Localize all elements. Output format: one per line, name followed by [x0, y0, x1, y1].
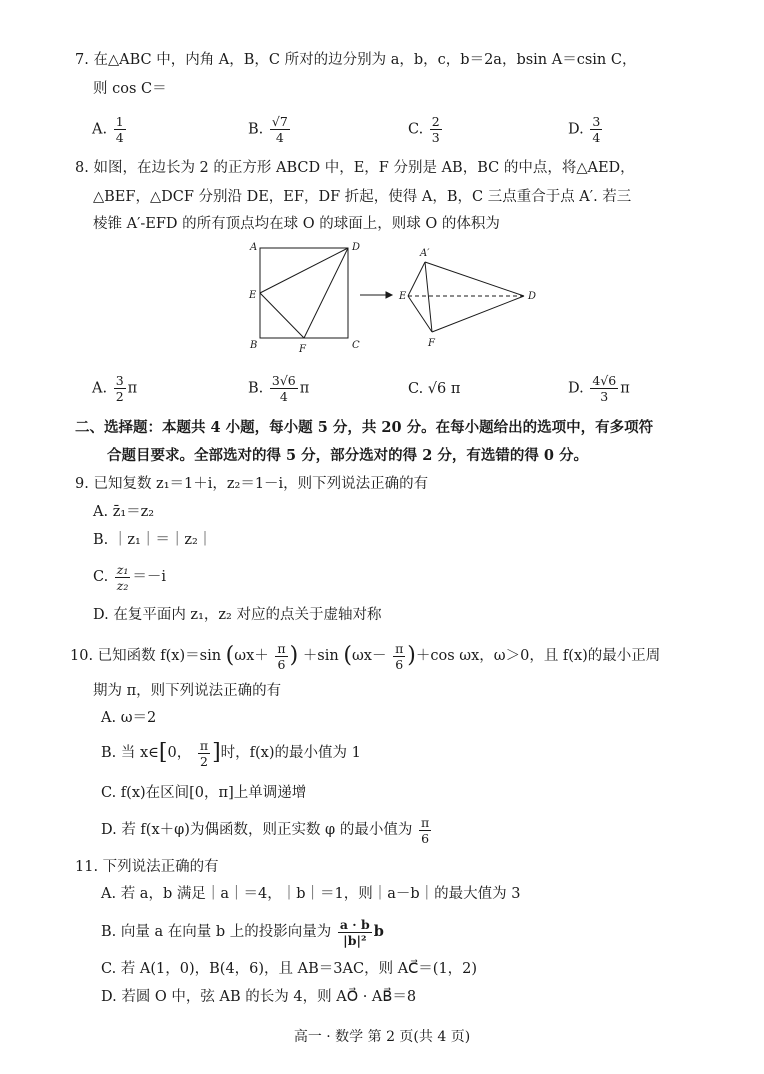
- label-d: D: [352, 242, 361, 253]
- q8-stem-line3: 棱锥 A′-EFD 的所有顶点均在球 O 的球面上，则球 O 的体积为: [93, 216, 500, 232]
- label-a: A: [250, 242, 258, 253]
- q8-option-b: B. $\frac{3√6}{4}$ π: [248, 373, 310, 404]
- q11-option-d: D. 若圆 O 中，弦 AB 的长为 4，则 AO⃗ · AB⃗＝8: [101, 989, 417, 1005]
- q7-option-c: C. $\frac{2}{3}$: [408, 114, 440, 145]
- fraction: $\frac{a \cdot b}{\text{|b|²}}$: [339, 916, 370, 948]
- q7-option-d: D. $\frac{3}{4}$: [568, 114, 601, 145]
- q7-stem-line2: 则 cos C＝: [93, 81, 167, 97]
- label-d-folded: D: [528, 291, 537, 302]
- fraction: $\frac{√7}{4}$: [271, 114, 288, 145]
- label-e-folded: E: [399, 291, 407, 302]
- edge-e-f: [408, 296, 432, 332]
- edge-ap-e: [408, 262, 425, 296]
- q11-option-a: A. 若 a，b 满足｜a｜＝4，｜b｜＝1，则｜a－b｜的最大值为 3: [101, 886, 521, 902]
- label-f: F: [299, 344, 306, 355]
- fraction: $\frac{\pi}{2}$: [199, 737, 209, 769]
- label-a-prime: A′: [420, 248, 430, 259]
- edge-ap-d: [425, 262, 524, 296]
- label-c: C: [352, 340, 360, 351]
- q8-figure: [240, 238, 550, 360]
- fraction: $\frac{\pi}{6}$: [277, 640, 286, 672]
- arrow-head: [386, 292, 392, 298]
- q8-stem-line1: 8. 如图，在边长为 2 的正方形 ABCD 中，E，F 分别是 AB，BC 的中点，将△AED，: [75, 160, 635, 176]
- fraction: $\frac{3}{4}$: [592, 114, 601, 145]
- q9-stem: 9. 已知复数 z₁＝1＋i，z₂＝1－i，则下列说法正确的有: [75, 476, 429, 492]
- fraction: $\frac{\pi}{6}$: [420, 814, 430, 846]
- q11-option-c: C. 若 A(1，0)，B(4，6)，且 AB＝3AC，则 AC⃗＝(1，2): [101, 961, 478, 977]
- q10-option-a: A. ω＝2: [101, 710, 157, 726]
- label-f-folded: F: [428, 338, 435, 349]
- fraction: $\frac{\text{z₁}}{\text{z₂}}$: [116, 561, 129, 593]
- q10-option-b: B. 当 x∈[0， $\frac{\pi}{2}$ ]时，f(x)的最小值为 1: [101, 737, 361, 769]
- q10-stem-line1: 10. 已知函数 f(x)＝sin (ωx＋ $\frac{\pi}{6}$ ) ＋sin (ωx－ $\frac{\pi}{6}$ )＋cos ωx，ω＞0，且 f(x)的最小正周: [70, 640, 661, 672]
- fraction: $\frac{4√6}{3}$: [592, 373, 617, 404]
- q7-options: [92, 114, 692, 154]
- q11-option-b: B. 向量 a 在向量 b 上的投影向量为 $\frac{a \cdot b}{\text{|b|²}}$ b: [101, 916, 384, 948]
- q10-option-d: D. 若 f(x＋φ)为偶函数，则正实数 φ 的最小值为 $\frac{\pi}{6}$: [101, 814, 430, 846]
- q8-stem-line2: △BEF，△DCF 分别沿 DE，EF，DF 折起，使得 A，B，C 三点重合于点 A′. 若三: [93, 189, 632, 205]
- fraction: $\frac{2}{3}$: [431, 114, 440, 145]
- fraction: $\frac{3√6}{4}$: [271, 373, 296, 404]
- fraction: $\frac{\pi}{6}$: [395, 640, 404, 672]
- q8-option-a: A. $\frac{3}{2}$ π: [92, 373, 138, 404]
- q9-option-b: B. ｜z₁｜＝｜z₂｜: [93, 532, 213, 548]
- q11-stem: 11. 下列说法正确的有: [75, 859, 219, 875]
- q10-stem-line2: 期为 π，则下列说法正确的有: [93, 683, 282, 699]
- segment-fd: [304, 248, 348, 338]
- section2-header-line1: 二、选择题：本题共 4 小题，每小题 5 分，共 20 分。在每小题给出的选项中，有多项符: [75, 419, 654, 436]
- q9-option-d: D. 在复平面内 z₁，z₂ 对应的点关于虚轴对称: [93, 607, 382, 623]
- segment-ef: [260, 293, 304, 338]
- q7-option-b: B. $\frac{√7}{4}$: [248, 114, 288, 145]
- page-footer: 高一 · 数学 第 2 页(共 4 页): [293, 1029, 471, 1045]
- fraction: $\frac{1}{4}$: [115, 114, 124, 145]
- square-abcd: [260, 248, 348, 338]
- q9-option-c: C. $\frac{\text{z₁}}{\text{z₂}}$ ＝－i: [93, 561, 167, 593]
- section2-header-line2: 合题目要求。全部选对的得 5 分，部分选对的得 2 分，有选错的得 0 分。: [107, 447, 589, 464]
- q8-option-d: D. $\frac{4√6}{3}$ π: [568, 373, 630, 404]
- edge-ap-f: [425, 262, 432, 332]
- fraction: $\frac{3}{2}$: [115, 373, 124, 404]
- q10-option-c: C. f(x)在区间[0，π]上单调递增: [101, 785, 307, 801]
- label-b: B: [250, 340, 258, 351]
- q8-options: [92, 373, 692, 413]
- edge-f-d: [432, 296, 524, 332]
- segment-ed: [260, 248, 348, 293]
- q7-stem-line1: 7. 在△ABC 中，内角 A，B，C 所对的边分别为 a，b，c，b＝2a，bsin A＝csin C，: [75, 52, 637, 68]
- q8-option-c: C. √6 π: [408, 381, 461, 397]
- label-e: E: [249, 290, 257, 301]
- q9-option-a: A. z̄₁＝z₂: [93, 504, 155, 520]
- q7-option-a: A. $\frac{1}{4}$: [92, 114, 124, 145]
